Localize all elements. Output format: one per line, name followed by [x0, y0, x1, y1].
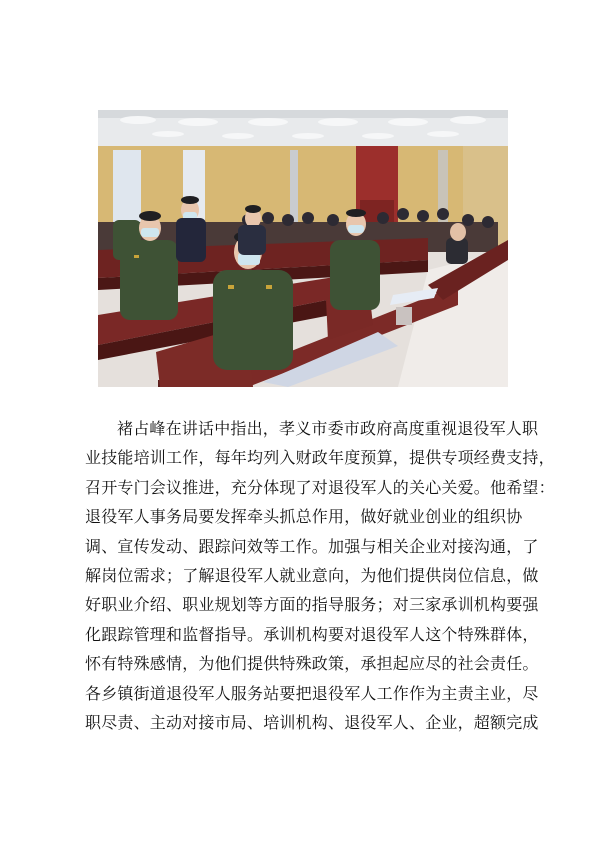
article-line: 退役军人事务局要发挥牵头抓总作用，做好就业创业的组织协 — [85, 507, 523, 527]
article-line: 各乡镇街道退役军人服务站要把退役军人工作作为主责主业，尽 — [85, 683, 539, 703]
article-line: 褚占峰在讲话中指出，孝义市委市政府高度重视退役军人职 — [117, 419, 539, 438]
article-line: 好职业介绍、职业规划等方面的指导服务；对三家承训机构要强 — [85, 595, 539, 615]
article-line: 怀有特殊感情，为他们提供特殊政策，承担起应尽的社会责任。 — [85, 654, 539, 674]
article-line: 职尽责、主动对接市局、培训机构、退役军人、企业，超额完成 — [85, 712, 539, 732]
article-line: 召开专门会议推进，充分体现了对退役军人的关心关爱。他希望： — [85, 477, 555, 497]
article-line: 化跟踪管理和监督指导。承训机构要对退役军人这个特殊群体， — [85, 624, 539, 644]
article-line: 解岗位需求；了解退役军人就业意向，为他们提供岗位信息，做 — [85, 565, 539, 585]
article-body — [85, 414, 555, 737]
meeting-photo — [98, 110, 508, 387]
article-line: 调、宣传发动、跟踪问效等工作。加强与相关企业对接沟通，了 — [85, 536, 539, 556]
article-line: 业技能培训工作，每年均列入财政年度预算，提供专项经费支持， — [85, 448, 555, 468]
